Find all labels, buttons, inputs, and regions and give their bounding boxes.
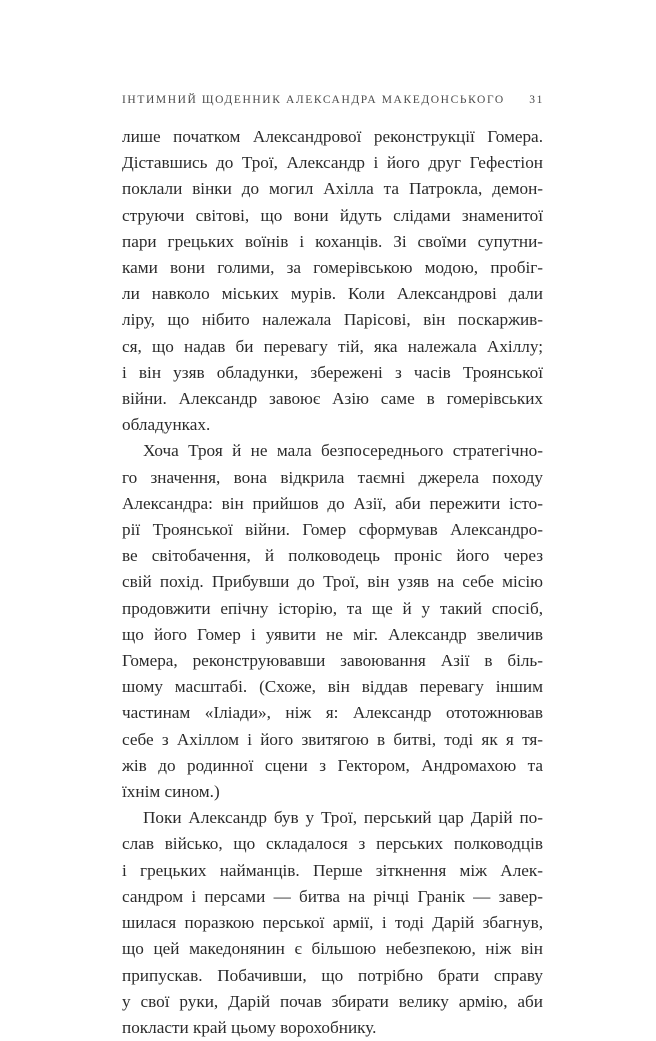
text-line: і він узяв обладунки, збережені з часів Троянської: [122, 362, 543, 382]
text-line: шому масштабі. (Схоже, він віддав перевагу іншим: [122, 677, 543, 697]
text-line: ліру, що нібито належала Парісові, він поскаржив-: [122, 310, 543, 330]
text-line: Поки Александр був у Трої, перський цар Дарій по-: [143, 808, 543, 828]
text-line: ли навколо міських мурів. Коли Александрові дали: [122, 284, 543, 304]
text-line: ками вони голими, за гомерівською модою, пробіг-: [122, 258, 543, 278]
text-line: і грецьких найманців. Перше зіткнення між Алек-: [122, 860, 543, 880]
text-line: пари грецьких воїнів і коханців. Зі своїми супутни-: [122, 231, 543, 251]
text-line: війни. Александр завоює Азію саме в гомерівських: [122, 389, 543, 409]
text-line: припускав. Побачивши, що потрібно брати справу: [122, 965, 543, 985]
text-line: сандром і персами — битва на річці Гранік — завер-: [122, 886, 543, 906]
text-line: ся, що надав би перевагу тій, яка належала Ахіллу;: [122, 336, 543, 356]
text-line: що цей македонянин є більшою небезпекою, ніж він: [122, 939, 543, 959]
text-line: обладунках.: [122, 415, 211, 435]
text-line: поклали вінки до могил Ахілла та Патрокла, демон-: [122, 179, 543, 199]
text-line: у свої руки, Дарій почав збирати велику армію, аби: [122, 991, 543, 1011]
text-line: Хоча Троя й не мала безпосереднього стратегічно-: [143, 441, 543, 461]
text-line: го значення, вона відкрила таємні джерела походу: [122, 467, 543, 487]
text-line: їхнім сином.): [122, 782, 220, 802]
text-line: частинам «Іліади», ніж я: Александр ототожнював: [122, 703, 543, 723]
text-line: рії Троянської війни. Гомер сформував Александро-: [122, 520, 543, 540]
page-number: 31: [529, 94, 544, 106]
body-text: [122, 124, 543, 1041]
text-line: Діставшись до Трої, Александр і його друг Гефестіон: [122, 153, 543, 173]
text-line: покласти край цьому ворохобнику.: [122, 1017, 377, 1037]
text-line: слав військо, що складалося з перських полководців: [122, 834, 543, 854]
text-line: ве світобачення, й полководець проніс його через: [122, 546, 543, 566]
text-line: шилася поразкою перської армії, і тоді Дарій збагнув,: [122, 913, 543, 933]
text-line: Гомера, реконструювавши завоювання Азії в біль-: [122, 651, 543, 671]
text-line: свій похід. Прибувши до Трої, він узяв на себе місію: [122, 572, 543, 592]
text-line: продовжити епічну історію, та ще й у такий спосіб,: [122, 598, 543, 618]
text-line: себе з Ахіллом і його звитягою в битві, тоді як я тя-: [122, 729, 543, 749]
text-line: Александра: він прийшов до Азії, аби пережити істо-: [122, 493, 543, 513]
text-line: струючи світові, що вони йдуть слідами знаменитої: [122, 205, 543, 225]
text-line: лише початком Александрової реконструкції Гомера.: [122, 127, 543, 146]
text-line: що його Гомер і уявити не міг. Александр звеличив: [122, 624, 543, 644]
text-line: жів до родинної сцени з Гектором, Андромахою та: [122, 755, 543, 775]
running-title: ІНТИМНИЙ ЩОДЕННИК АЛЕКСАНДРА МАКЕДОНСЬКОГО: [122, 94, 505, 106]
